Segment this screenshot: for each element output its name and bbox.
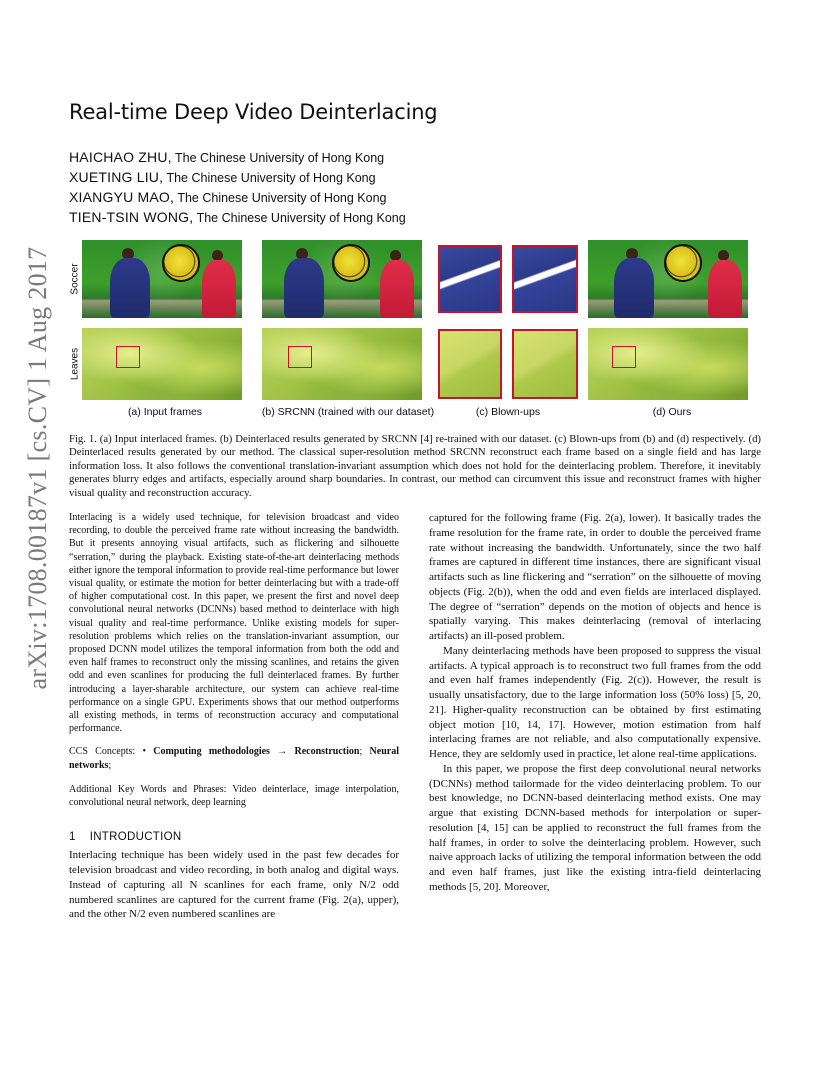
subcaption-c: (c) Blown-ups (475, 406, 541, 418)
ccs-bold: Computing methodologies → Reconstruction (153, 746, 360, 758)
author-name: HAICHAO ZHU, (69, 149, 172, 165)
right-column (429, 511, 761, 895)
player-red-image (708, 260, 742, 318)
player-red-image (380, 260, 414, 318)
author-1 (69, 148, 406, 168)
soccer-ours-frame (588, 240, 748, 318)
soccer-srcnn-frame (262, 240, 422, 318)
author-name: TIEN-TSIN WONG, (69, 209, 194, 225)
soccer-ball-image (162, 244, 200, 282)
subcaption-d: (d) Ours (652, 406, 692, 418)
arxiv-identifier (8, 246, 68, 690)
keywords: Additional Key Words and Phrases: Video deinterlace, image interpolation, convolutional neural network, deep learning (69, 783, 399, 809)
player-red-image (202, 260, 236, 318)
figure-caption: Fig. 1. (a) Input interlaced frames. (b) Deinterlaced results generated by SRCNN [4] re-trained with our dataset. (c) Blown-ups from (b) and (d) respectively. (d) Deinterlaced results generated by our method. The classical super-resolution method SRCNN reconstruct each frame based on a single field and has large information loss. It also follows the conventional translation-invariant assumption which does not hold for the deinterlacing problem. Therefore, it inevitably generates blurry edges and artifacts, especially around sharp boundaries. In contrast, our method can circumvent this issue and reconstruct frames with higher visual quality and reconstruction accuracy. (69, 433, 761, 499)
intro-paragraph-2: captured for the following frame (Fig. 2(a), lower). It basically trades the frame resolution for the frame rate, in order to double the perceived frame rate without increasing the bandwidth. Unfortunately, since the two half frames are captured in different time instances, there are significant visual artifacts such as line flickering and “serration” on the silhouette of moving objects (Fig. 2(b)), when the odd and even fields are interlaced displayed. The degree of “serration” depends on the motion of objects and hence is spatially varying. This makes deinterlacing (removal of interlacing artifacts) an ill-posed problem. (429, 512, 761, 642)
intro-paragraph-1: Interlacing technique has been widely used in the past few decades for television broadcast and video recording, in both analog and digital ways. Instead of capturing all N scanlines for each frame, only N/2 odd numbered scanlines are captured for the current frame (Fig. 2(a), upper), and the other N/2 even numbered scanlines are (69, 849, 399, 921)
author-affiliation: The Chinese University of Hong Kong (193, 211, 406, 225)
figure-1 (68, 240, 762, 420)
left-column (69, 511, 399, 922)
highlight-box (612, 346, 636, 368)
intro-paragraph-4: In this paper, we propose the first deep convolutional neural networks (DCNNs) method tailormade for the video deinterlacing problem. To our best knowledge, no DCNN-based deinterlacing method exists. One may argue that existing DCNN-based methods for interpolation or super-resolution [4, 15] can be applied to reconstruct the full frames from the half frames, in order to solve the deinterlacing problem. However, such naive approach lacks of utilizing the temporal information between the odd and even half frames, just like the existing intra-field deinterlacing methods [5, 20]. Moreover, (429, 762, 761, 893)
soccer-blowup-ours (512, 245, 578, 313)
highlight-box (288, 346, 312, 368)
author-affiliation: The Chinese University of Hong Kong (163, 171, 376, 185)
row-label-soccer: Soccer (69, 263, 81, 295)
author-name: XIANGYU MAO, (69, 189, 175, 205)
highlight-box (116, 346, 140, 368)
author-affiliation: The Chinese University of Hong Kong (171, 151, 385, 165)
abstract: Interlacing is a widely used technique, for television broadcast and video recording, to double the perceived frame rate without increasing the bandwidth. But it presents annoying visual artifacts, such as flickering and silhouette “serration,” during the playback. Existing state-of-the-art deinterlacing methods either ignore the temporal information to provide real-time performance but lower visual quality, or estimate the motion for better deinterlacing but with a trade-off of higher computational cost. In this paper, we present the first and novel deep convolutional neural networks (DCNNs) based method to deinterlace with high visual quality and real-time performance. Unlike existing models for super-resolution problems which relies on the translation-invariant assumption, our proposed DCNN model utilizes the temporal information from both the odd and even half frames to reconstruct only the missing scanlines, and retains the given odd and even scanlines for producing the full deinterlaced frames. By further introducing a layer-sharable architecture, our system can achieve real-time performance on a single GPU. Experiments shows that our method outperforms all existing methods, in terms of reconstruction accuracy and computational performance. (69, 512, 399, 735)
arxiv-identifier-text: arXiv:1708.00187v1 [cs.CV] 1 Aug 2017 (23, 246, 52, 690)
soccer-input-frame (82, 240, 242, 318)
intro-paragraph-3: Many deinterlacing methods have been proposed to suppress the visual artifacts. A typical approach is to reconstruct two full frames from the odd and even half frames independently (Fig. 2(c)). However, the result is usually unsatisfactory, due to the large information loss (50% loss) [5, 20, 21]. Higher-quality reconstruction can be obtained by first estimating object motion [10, 14, 17]. However, motion estimation from half interlacing frames are not reliable, and also computationally expensive. Hence, they are seldomly used in practice, let alone real-time applications. (429, 644, 761, 760)
section-number: 1 (69, 831, 76, 844)
leaves-srcnn-frame (262, 328, 422, 400)
author-list (69, 148, 406, 228)
author-affiliation: The Chinese University of Hong Kong (174, 191, 387, 205)
player-blue-image (614, 258, 654, 318)
row-label-leaves: Leaves (69, 347, 81, 381)
author-3 (69, 188, 406, 208)
paper-title: Real-time Deep Video Deinterlacing (69, 100, 438, 124)
subcaption-b: (b) SRCNN (trained with our dataset) (261, 406, 435, 418)
leaves-blowup-ours (512, 329, 578, 399)
leaves-ours-frame (588, 328, 748, 400)
section-title: INTRODUCTION (89, 831, 182, 844)
player-blue-image (110, 258, 150, 318)
soccer-ball-image (664, 244, 702, 282)
soccer-ball-image (332, 244, 370, 282)
player-blue-image (284, 258, 324, 318)
ccs-concepts: CCS Concepts: • Computing methodologies → Reconstruction; Neural networks; (69, 746, 399, 771)
leaves-blowup-srcnn (438, 329, 502, 399)
author-4 (69, 208, 406, 228)
soccer-blowup-srcnn (438, 245, 502, 313)
leaves-input-frame (82, 328, 242, 400)
section-heading (69, 831, 399, 843)
subcaption-a: (a) Input frames (127, 406, 203, 418)
ccs-bold: Neural networks (69, 746, 399, 771)
author-name: XUETING LIU, (69, 169, 164, 185)
author-2 (69, 168, 406, 188)
